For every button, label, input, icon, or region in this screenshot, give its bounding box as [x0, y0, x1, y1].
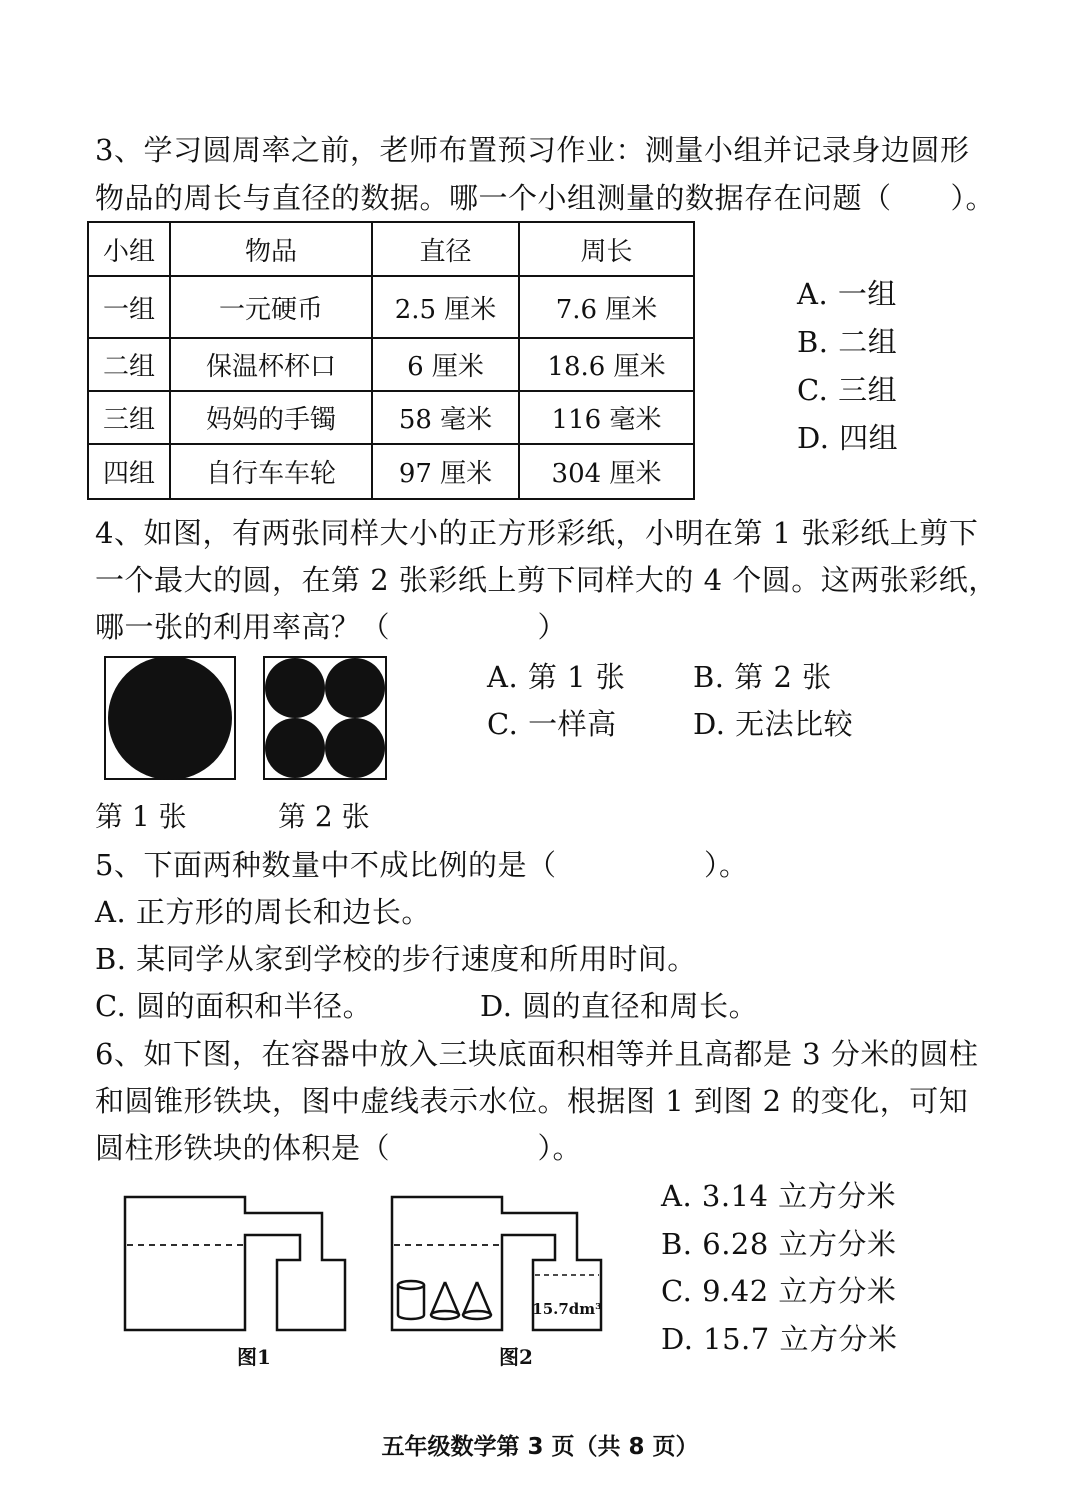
header-cell: 直径 [372, 222, 519, 276]
table-cell: 7.6 厘米 [519, 276, 694, 338]
cone-shape [463, 1282, 491, 1319]
fig1-container [125, 1197, 345, 1330]
table-cell: 116 毫米 [519, 391, 694, 444]
q5-option-a: A. 正方形的周长和边长。 [95, 895, 431, 929]
q4-stem-line3: 哪一张的利用率高？（ ） [95, 610, 568, 644]
q5-option-b: B. 某同学从家到学校的步行速度和所用时间。 [95, 942, 697, 976]
q4-stem-line2: 一个最大的圆，在第 2 张彩纸上剪下同样大的 4 个圆。这两张彩纸， [95, 563, 998, 597]
q3-option-d: D. 四组 [797, 421, 899, 455]
fig2-label: 图2 [499, 1345, 533, 1369]
cone-shape [431, 1282, 459, 1319]
q6-figure-svg [115, 1185, 615, 1380]
table-row [88, 444, 694, 499]
table-row [88, 391, 694, 444]
table-cell: 自行车车轮 [170, 444, 372, 499]
table-cell: 四组 [88, 444, 170, 499]
q4-stem-line1: 4、如图，有两张同样大小的正方形彩纸，小明在第 1 张彩纸上剪下 [95, 516, 979, 550]
table-cell: 三组 [88, 391, 170, 444]
table-cell: 2.5 厘米 [372, 276, 519, 338]
q5-option-d: D. 圆的直径和周长。 [480, 989, 759, 1023]
q6-option-b: B. 6.28 立方分米 [661, 1227, 897, 1261]
paper-1-label: 第 1 张 [95, 800, 187, 833]
cylinder-shape [398, 1281, 424, 1319]
paper-1-square [104, 656, 236, 780]
page-footer: 五年级数学第 3 页（共 8 页） [381, 1434, 699, 1460]
q6-stem-line2: 和圆锥形铁块，图中虚线表示水位。根据图 1 到图 2 的变化，可知 [95, 1084, 969, 1118]
q4-option-b: B. 第 2 张 [693, 660, 832, 694]
large-circle [108, 656, 232, 780]
table-cell: 一元硬币 [170, 276, 372, 338]
q3-stem-line2: 物品的周长与直径的数据。哪一个小组测量的数据存在问题（ ）。 [95, 181, 996, 215]
table-header-row [88, 222, 694, 276]
header-cell: 物品 [170, 222, 372, 276]
paper-2-label: 第 2 张 [278, 800, 370, 833]
table-cell: 304 厘米 [519, 444, 694, 499]
small-circle [265, 658, 325, 718]
fig1-label: 图1 [237, 1345, 271, 1369]
table-cell: 6 厘米 [372, 338, 519, 391]
q4-option-d: D. 无法比较 [693, 707, 854, 741]
table-cell: 妈妈的手镯 [170, 391, 372, 444]
table-cell: 58 毫米 [372, 391, 519, 444]
q5-stem: 5、下面两种数量中不成比例的是（ ）。 [95, 848, 749, 882]
table-row [88, 276, 694, 338]
q5-option-c: C. 圆的面积和半径。 [95, 989, 373, 1023]
q6-stem-line1: 6、如下图，在容器中放入三块底面积相等并且高都是 3 分米的圆柱 [95, 1037, 979, 1071]
header-cell: 小组 [88, 222, 170, 276]
q3-option-b: B. 二组 [797, 325, 898, 359]
q6-stem-line3: 圆柱形铁块的体积是（ ）。 [95, 1131, 583, 1165]
q4-option-a: A. 第 1 张 [487, 660, 626, 694]
small-circle [325, 718, 385, 778]
q6-option-d: D. 15.7 立方分米 [661, 1322, 898, 1356]
table-cell: 保温杯杯口 [170, 338, 372, 391]
q3-data-table [87, 221, 695, 500]
q3-stem-line1: 3、学习圆周率之前，老师布置预习作业：测量小组并记录身边圆形 [95, 133, 970, 167]
q6-option-c: C. 9.42 立方分米 [661, 1274, 897, 1308]
q6-option-a: A. 3.14 立方分米 [661, 1179, 897, 1213]
q3-option-a: A. 一组 [797, 277, 897, 311]
table-cell: 18.6 厘米 [519, 338, 694, 391]
q4-option-c: C. 一样高 [487, 707, 617, 741]
table-cell: 一组 [88, 276, 170, 338]
table-row [88, 338, 694, 391]
paper-2-square [263, 656, 387, 780]
q3-option-c: C. 三组 [797, 373, 898, 407]
header-cell: 周长 [519, 222, 694, 276]
volume-label: 15.7dm³ [532, 1300, 602, 1318]
table-cell: 二组 [88, 338, 170, 391]
small-circle [265, 718, 325, 778]
small-circle [325, 658, 385, 718]
table-cell: 97 厘米 [372, 444, 519, 499]
